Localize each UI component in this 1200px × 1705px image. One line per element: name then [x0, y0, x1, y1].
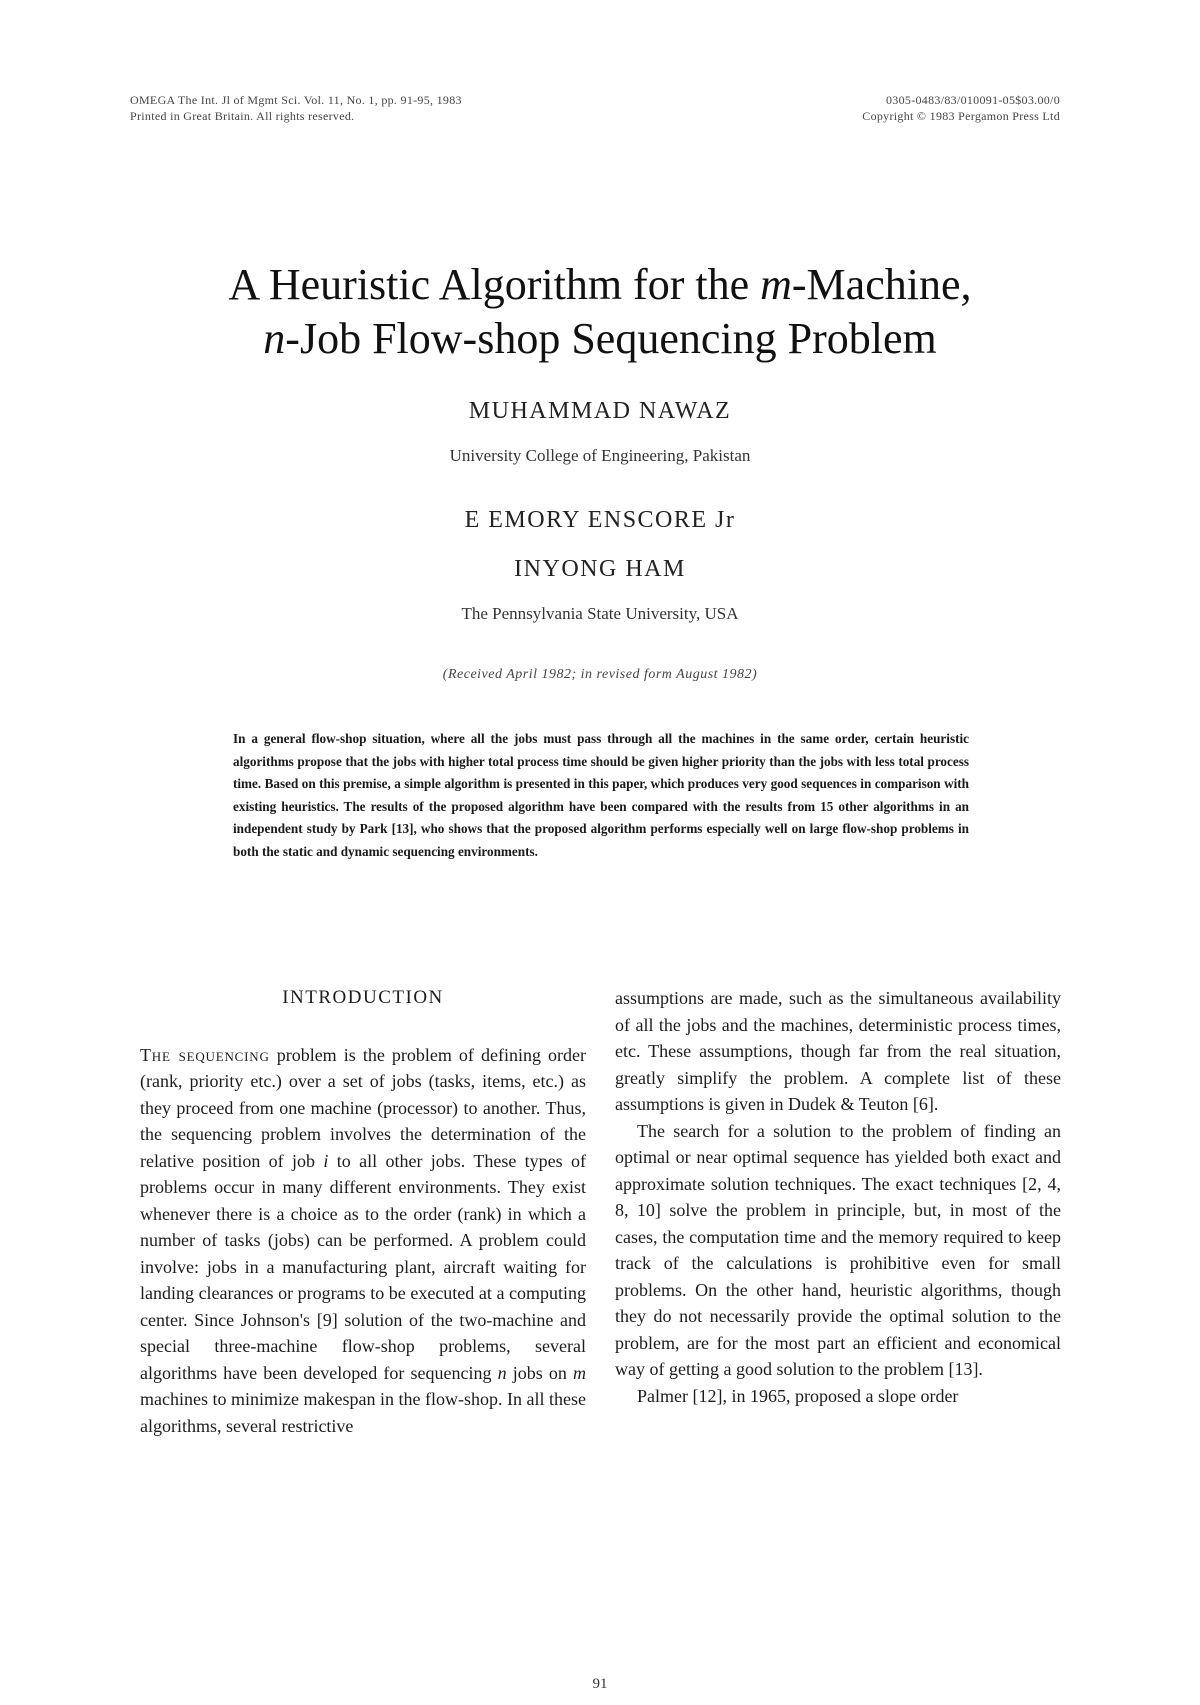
lead-in: The sequencing	[140, 1044, 270, 1065]
journal-citation: OMEGA The Int. Jl of Mgmt Sci. Vol. 11, No. 1, pp. 91-95, 1983	[130, 93, 462, 107]
author-affiliation: University College of Engineering, Pakistan	[449, 446, 751, 465]
paragraph: assumptions are made, such as the simultaneous availability of all the jobs and the machines, deterministic process times, etc. These assumptions, though far from the real situation, greatly simplify the problem. A complete list of these assumptions is given in Dudek & Teuton [6].	[615, 988, 1061, 1114]
abstract: In a general flow-shop situation, where all the jobs must pass through all the machines in the same order, certain heuristic algorithms propose that the jobs with higher total process time should be given higher priority than the jobs with less total process time. Based on this premise, a simple algorithm is presented in this paper, which produces very good sequences in comparison with existing heuristics. The results of the proposed algorithm have been compared with the results from 15 other algorithms in an independent study by Park [13], who shows that the proposed algorithm performs especially well on large flow-shop problems in both the static and dynamic sequencing environments.	[233, 731, 969, 859]
copyright-notice: Copyright © 1983 Pergamon Press Ltd	[862, 109, 1060, 123]
paragraph: Palmer [12], in 1965, proposed a slope order	[637, 1385, 959, 1406]
section-heading: INTRODUCTION	[282, 987, 444, 1008]
running-header-left	[130, 92, 462, 124]
running-header-right	[862, 92, 1060, 124]
paragraph: The sequencing problem is the problem of defining order (rank, priority etc.) over a set of jobs (tasks, items, etc.) as they proceed from one machine (processor) to another. Thus, the sequencing problem involves the determination of the relative position of job i to all other jobs. These types of problems occur in many different environments. They exist whenever there is a choice as to the order (rank) in which a number of tasks (jobs) can be performed. A problem could involve: jobs in a manufacturing plant, aircraft waiting for landing clearances or programs to be executed at a computing center. Since Johnson's [9] solution of the two-machine and special three-machine flow-shop problems, several algorithms have been developed for sequencing n jobs on m machines to minimize makespan in the flow-shop. In all these algorithms, several restrictive	[140, 1044, 587, 1436]
author-name: INYONG HAM	[514, 556, 686, 582]
issn-code: 0305-0483/83/010091-05$03.00/0	[886, 93, 1060, 107]
left-column	[140, 985, 586, 1439]
author-name: E EMORY ENSCORE Jr	[464, 507, 736, 533]
title-line-2: n-Job Flow-shop Sequencing Problem	[263, 314, 937, 363]
paper-title	[0, 258, 1200, 366]
title-line-1: A Heuristic Algorithm for the m-Machine,	[228, 260, 972, 309]
paragraph: The search for a solution to the problem of finding an optimal or near optimal sequence has yielded both exact and approximate solution techniques. The exact techniques [2, 4, 8, 10] solve the problem in principle, but, in most of the cases, the computation time and the memory required to keep track of the calculations is prohibitive even for small problems. On the other hand, heuristic algorithms, though they do not necessarily provide the optimal solution to the problem, are for the most part an efficient and economical way of getting a good solution to the problem [13].	[615, 1120, 1061, 1379]
received-dates: (Received April 1982; in revised form August 1982)	[442, 667, 758, 682]
printed-notice: Printed in Great Britain. All rights reserved.	[130, 109, 355, 123]
right-column	[615, 985, 1061, 1409]
author-name: MUHAMMAD NAWAZ	[468, 398, 732, 424]
page-number: 91	[592, 1676, 608, 1692]
author-affiliation: The Pennsylvania State University, USA	[461, 604, 739, 623]
